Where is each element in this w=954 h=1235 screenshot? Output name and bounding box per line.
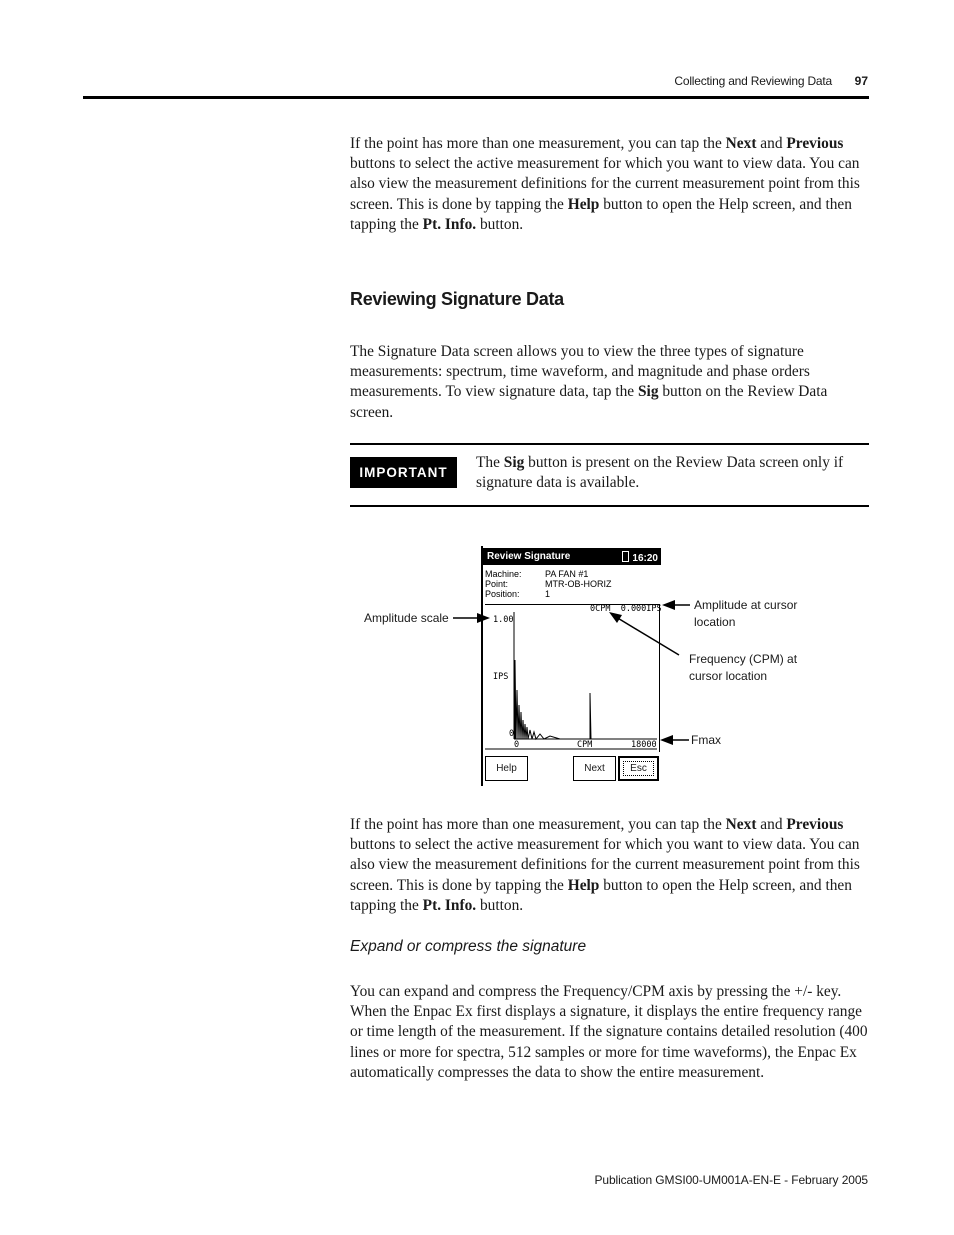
arrow-right-icon (477, 613, 490, 623)
esc-button[interactable]: Esc (618, 756, 659, 781)
publication-footer: Publication GMSI00-UM001A-EN-E - February 2005 (594, 1173, 868, 1187)
machine-value: PA FAN #1 (545, 569, 589, 579)
callout-amplitude-cursor-line2: location (694, 615, 736, 629)
help-button[interactable]: Help (485, 756, 528, 781)
cursor-readout: 0CPM 0.000IPS (590, 604, 662, 614)
expand-paragraph: You can expand and compress the Frequency/CPM axis by pressing the +/- key. When the Enpac Ex first displays a signature, it displays the entire frequency range or time length of the measurement. If the signature contains detailed resolution (400 lines or more for spectra, 512 samples or more for time waveforms), the Enpac Ex automatically compresses the data to show the entire measurement. (350, 983, 868, 1081)
callout-frequency-line1: Frequency (CPM) at (689, 652, 798, 666)
machine-label: Machine: (485, 569, 522, 579)
intro-paragraph: If the point has more than one measurement, you can tap the Next and Previous buttons to select the active measurement for which you want to view data. You can also view the measurement definitions for the current measurement point from this screen. This is done by tapping the Help button to open the Help screen, and then tapping the Pt. Info. button. (350, 135, 860, 233)
page-number: 97 (854, 74, 868, 88)
callout-fmax: Fmax (691, 733, 721, 747)
arrow-left-icon (662, 600, 675, 610)
x-max-label: 18000 (631, 740, 657, 750)
second-paragraph: If the point has more than one measurement, you can tap the Next and Previous buttons to select the active measurement for which you want to view data. You can also view the measurement definitions for the current measurement point from this screen. This is done by tapping the Help button to open the Help screen, and then tapping the Pt. Info. button. (350, 816, 860, 914)
important-text: The Sig button is present on the Review Data screen only if signature data is available. (476, 454, 844, 492)
point-value: MTR-OB-HORIZ (545, 579, 612, 589)
frequency-cursor-leader (616, 617, 679, 655)
device-title: Review Signature (487, 551, 571, 562)
section-paragraph: The Signature Data screen allows you to view the three types of signature measurements: spectrum, time waveform, and magnitude and phase orders measurements. To view signature data, tap the Sig button on the Review Data screen. (350, 343, 828, 421)
callout-amplitude-cursor-line1: Amplitude at cursor (694, 598, 798, 612)
arrow-left-icon (660, 735, 673, 745)
units-label: IPS (493, 672, 509, 682)
x-start-label: 0 (514, 740, 520, 750)
device-clock: 16:20 (622, 551, 658, 564)
section-heading: Reviewing Signature Data (350, 289, 564, 309)
x-axis-label: CPM (577, 740, 593, 750)
spectrum-trace (515, 660, 657, 739)
next-button[interactable]: Next (573, 756, 616, 781)
callout-amplitude-scale: Amplitude scale (364, 611, 449, 625)
point-label: Point: (485, 579, 509, 589)
amplitude-scale-value: 1.00 (493, 615, 514, 625)
position-value: 1 (545, 589, 551, 599)
running-header: Collecting and Reviewing Data (674, 74, 832, 88)
subheading-expand: Expand or compress the signature (350, 938, 587, 955)
y-zero-label: 0 (509, 729, 515, 739)
position-label: Position: (485, 589, 520, 599)
important-label: IMPORTANT (350, 457, 457, 488)
callout-frequency-line2: cursor location (689, 669, 768, 683)
arrow-upleft-icon (609, 612, 622, 623)
